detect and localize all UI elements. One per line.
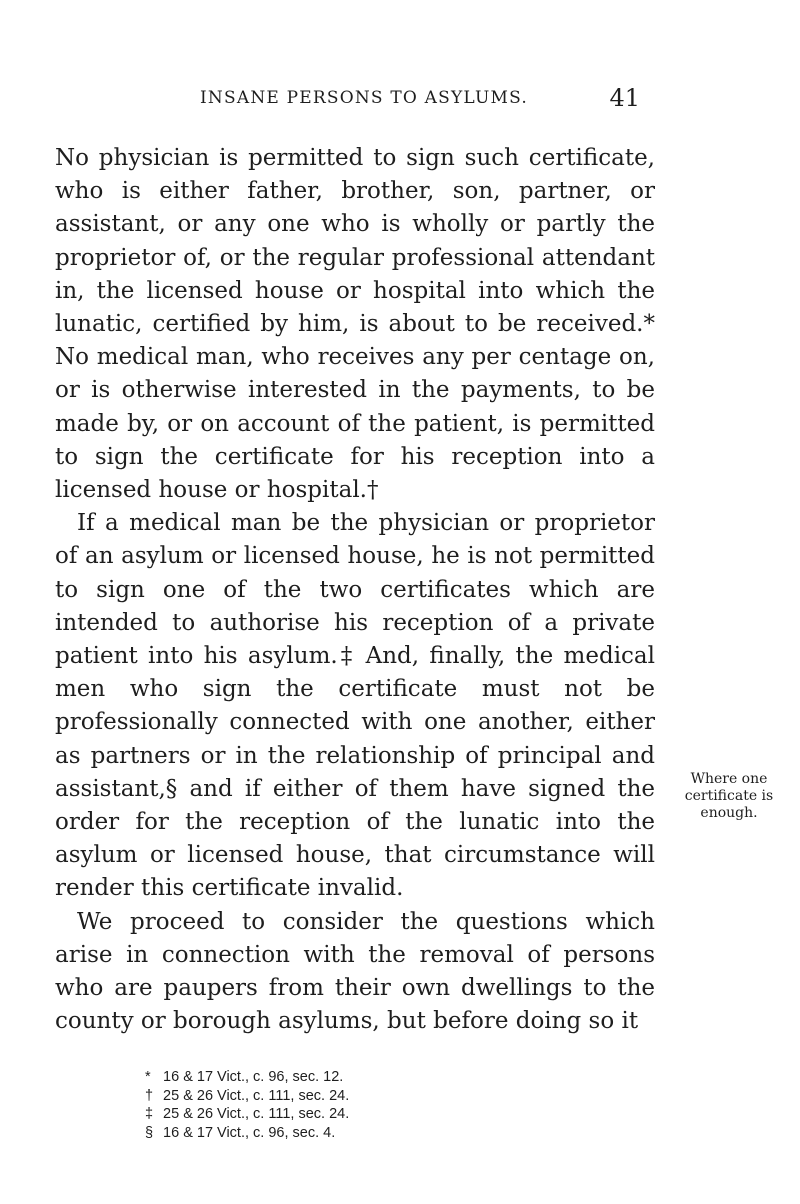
margin-note-line: certificate is bbox=[684, 788, 774, 804]
margin-note-line: enough. bbox=[700, 805, 758, 821]
footnote bbox=[145, 1068, 545, 1087]
footnote-mark: † bbox=[145, 1087, 154, 1104]
footnote bbox=[145, 1105, 545, 1124]
footnote-text: 25 & 26 Vict., c. 111, sec. 24. bbox=[163, 1087, 350, 1104]
running-title: INSANE PERSONS TO ASYLUMS. bbox=[200, 88, 528, 108]
paragraph: No physician is permitted to sign such certificate, who is either father, brother, son, partner, or assistant, or any one who is wholly or partly the proprietor of, or the regular professional attendant in, the licensed house or hospital into which the lunatic, certified by him, is about to be received.* No medical man, who receives any per centage on, or is otherwise interested in the payments, to be made by, or on account of the patient, is permitted to sign the certificate for his reception into a licensed house or hospital.† bbox=[55, 145, 655, 504]
footnote-text: 16 & 17 Vict., c. 96, sec. 12. bbox=[163, 1069, 344, 1085]
margin-note bbox=[666, 771, 792, 822]
footnote bbox=[145, 1124, 545, 1143]
footnote bbox=[145, 1087, 545, 1106]
footnote-text: 16 & 17 Vict., c. 96, sec. 4. bbox=[163, 1124, 336, 1141]
margin-note-line: Where one bbox=[690, 771, 768, 787]
paragraph: If a medical man be the physician or proprietor of an asylum or licensed house, he is not permitted to sign one of the two certificates which are intended to authorise his reception of a private patient into his asylum.‡ And, finally, the medical men who sign the certificate must not be professionally connected with one another, either as partners or in the relationship of principal and assistant,§ and if either of them have signed the order for the reception of the lunatic into the asylum or licensed house, that circumstance will render this certificate invalid. bbox=[55, 510, 655, 902]
footnote-text: 25 & 26 Vict., c. 111, sec. 24. bbox=[163, 1106, 350, 1122]
paragraph: We proceed to consider the questions which arise in connection with the removal of persons who are paupers from their own dwellings to the county or borough asylums, but before doing so it bbox=[55, 908, 655, 1035]
page-number: 41 bbox=[609, 84, 640, 112]
footnote-mark: * bbox=[145, 1069, 151, 1085]
body-text bbox=[55, 142, 655, 1038]
footnote-mark: ‡ bbox=[145, 1106, 154, 1122]
page-header bbox=[200, 84, 640, 118]
footnote-mark: § bbox=[145, 1124, 154, 1141]
footnotes bbox=[145, 1068, 545, 1142]
